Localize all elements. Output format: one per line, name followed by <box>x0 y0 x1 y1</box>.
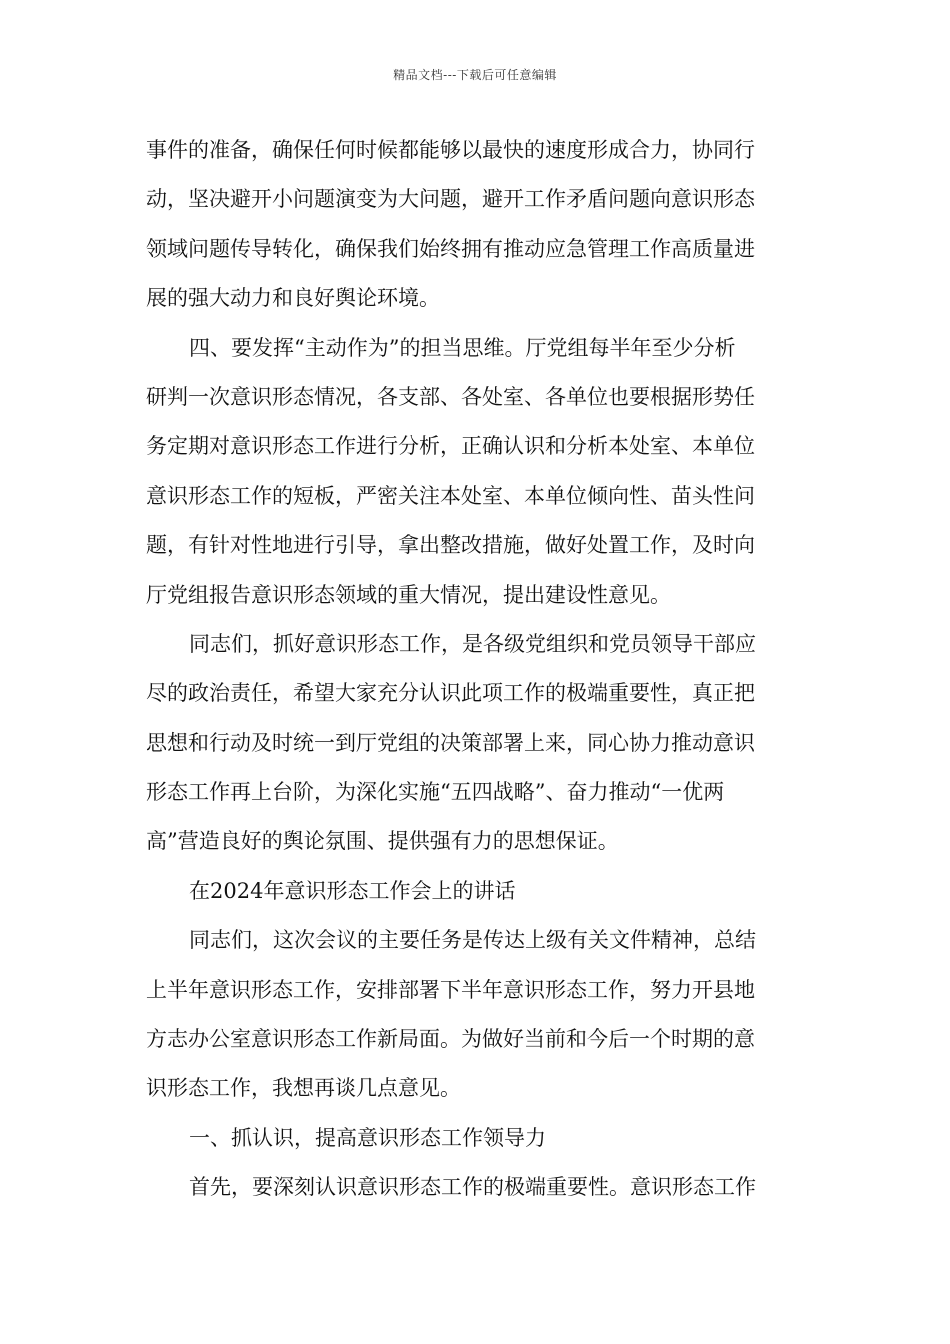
text-line: 上半年意识形态工作，安排部署下半年意识形态工作，努力开县地 <box>146 977 755 1002</box>
text-line: 四、要发挥“主动作为”的担当思维。厅党组每半年至少分析 <box>189 335 736 360</box>
text-line: 厅党组报告意识形态领域的重大情况，提出建设性意见。 <box>146 582 671 607</box>
text-line: 事件的准备，确保任何时候都能够以最快的速度形成合力，协同行 <box>146 138 755 162</box>
text-line: 识形态工作，我想再谈几点意见。 <box>146 1076 461 1101</box>
text-line: 首先，要深刻认识意识形态工作的极端重要性。意识形态工作 <box>189 1175 756 1200</box>
text-line: 意识形态工作的短板，严密关注本处室、本单位倾向性、苗头性问 <box>146 483 755 508</box>
text-line: 方志办公室意识形态工作新局面。为做好当前和今后一个时期的意 <box>146 1027 755 1052</box>
page-header: 精品文档---下载后可任意编辑 <box>393 68 557 82</box>
text-line: 务定期对意识形态工作进行分析，正确认识和分析本处室、本单位 <box>146 434 755 459</box>
text-line: 高”营造良好的舆论氛围、提供强有力的思想保证。 <box>146 829 619 854</box>
text-line: 在2024年意识形态工作会上的讲话 <box>189 878 516 903</box>
text-line: 同志们，这次会议的主要任务是传达上级有关文件精神，总结 <box>189 928 756 953</box>
text-line: 题，有针对性地进行引导，拿出整改措施，做好处置工作，及时向 <box>146 533 755 558</box>
text-line: 形态工作再上台阶，为深化实施“五四战略”、奋力推动“一优两 <box>146 780 725 805</box>
text-line: 一、抓认识，提高意识形态工作领导力 <box>189 1125 546 1150</box>
text-line: 尽的政治责任，希望大家充分认识此项工作的极端重要性，真正把 <box>146 681 755 706</box>
text-line: 同志们，抓好意识形态工作，是各级党组织和党员领导干部应 <box>189 631 756 656</box>
document-body <box>146 126 810 1213</box>
text-line: 思想和行动及时统一到厅党组的决策部署上来，同心协力推动意识 <box>146 730 755 755</box>
text-line: 研判一次意识形态情况，各支部、各处室、各单位也要根据形势任 <box>146 384 755 409</box>
text-line: 动，坚决避开小问题演变为大问题，避开工作矛盾问题向意识形态 <box>146 187 755 212</box>
text-line: 领域问题传导转化，确保我们始终拥有推动应急管理工作高质量进 <box>146 236 755 261</box>
text-line: 展的强大动力和良好舆论环境。 <box>146 286 440 311</box>
